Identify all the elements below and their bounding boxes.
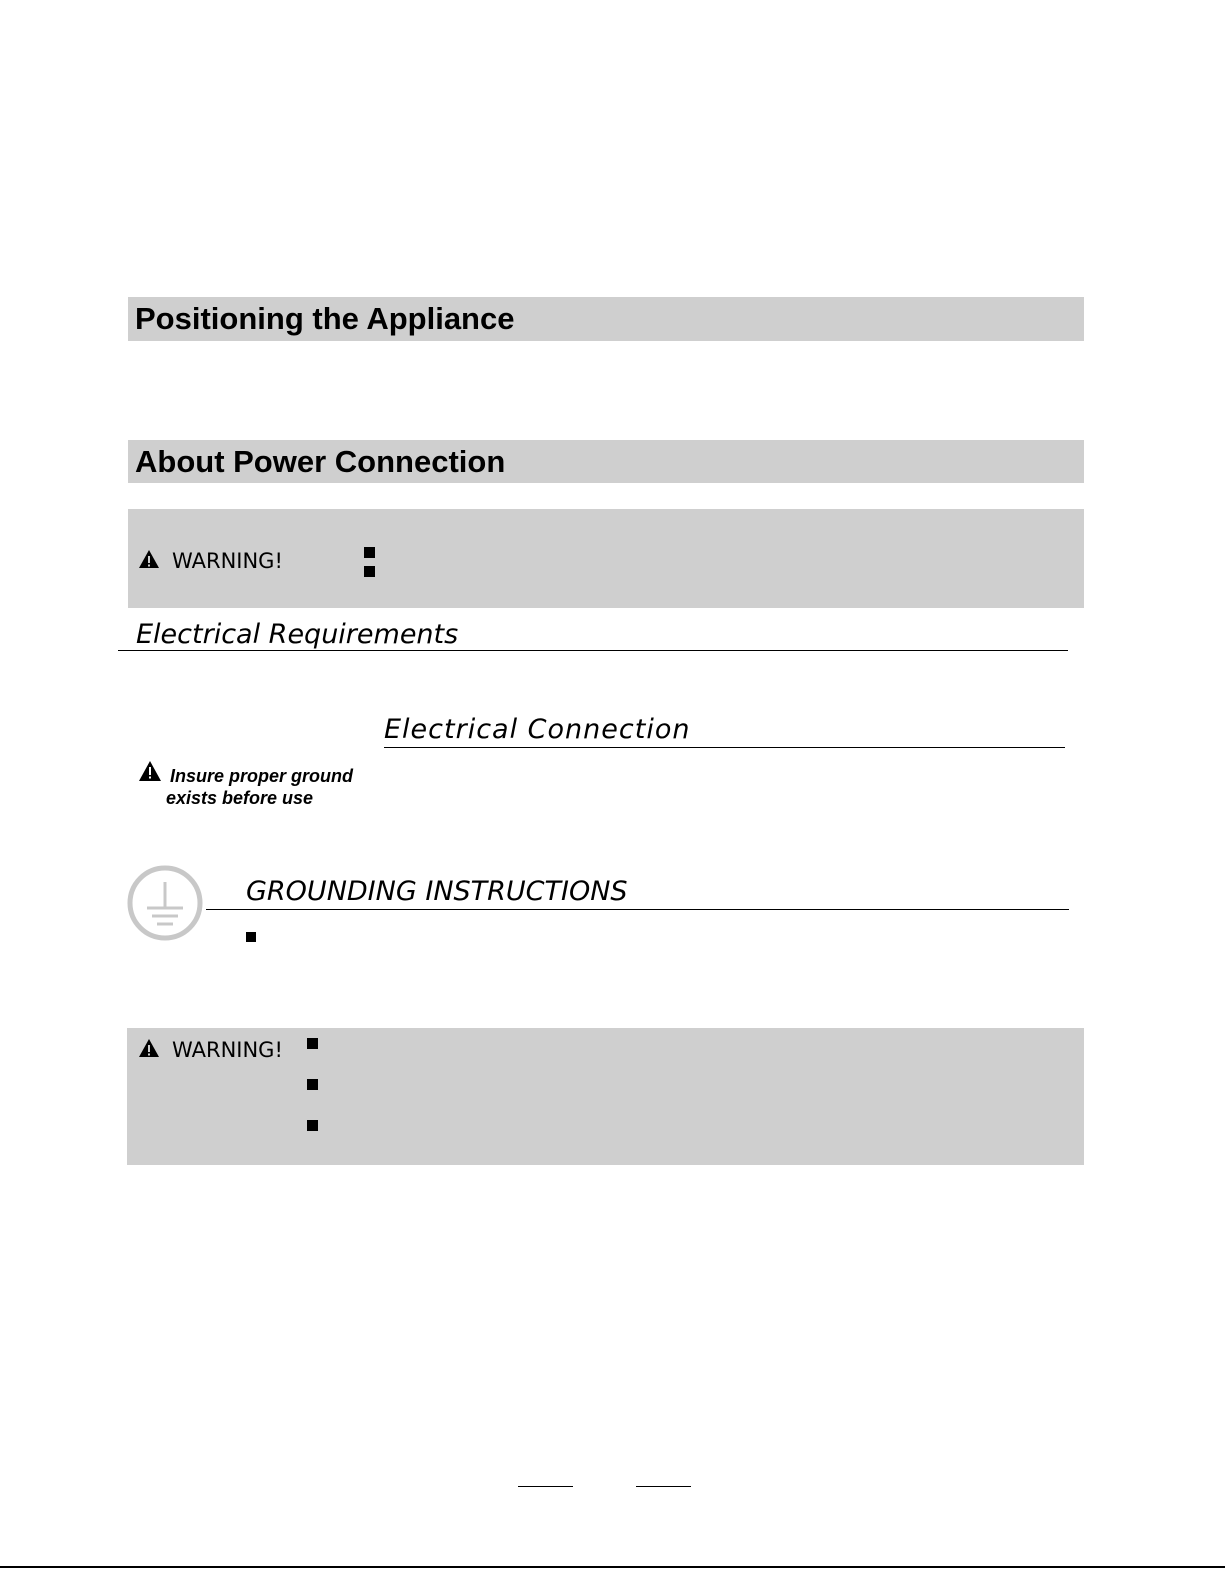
ground-note-line2: exists before use	[166, 788, 314, 808]
bullet-square-icon	[307, 1120, 318, 1131]
bullet-square-icon	[307, 1079, 318, 1090]
warning-box-1	[128, 509, 1084, 608]
power-connection-title: About Power Connection	[135, 444, 506, 479]
grounding-rule	[206, 909, 1069, 910]
warning-box-2	[127, 1028, 1084, 1165]
power-connection-header	[128, 440, 1084, 483]
electrical-connection-title: Electrical Connection	[384, 714, 691, 745]
bullet-square-icon	[364, 547, 375, 558]
grounding-title: GROUNDING INSTRUCTIONS	[246, 876, 628, 907]
footer-underline-right	[636, 1486, 691, 1487]
page-bottom-border	[0, 1566, 1225, 1568]
bullet-square-icon	[246, 932, 256, 942]
positioning-header	[128, 297, 1084, 341]
electrical-requirements-rule	[118, 650, 1068, 651]
footer-underline-left	[518, 1486, 573, 1487]
warning-triangle-icon	[138, 760, 162, 782]
bullet-square-icon	[364, 566, 375, 577]
warning-triangle-icon	[138, 1038, 160, 1058]
electrical-requirements-title: Electrical Requirements	[136, 619, 459, 650]
warning-label-2: WARNING!	[172, 1038, 283, 1062]
warning-triangle-icon	[138, 549, 160, 569]
ground-symbol-icon	[126, 864, 204, 942]
electrical-connection-rule	[384, 747, 1065, 748]
warning-label-1: WARNING!	[172, 549, 283, 573]
bullet-square-icon	[307, 1038, 318, 1049]
ground-note-line1: Insure proper ground	[170, 766, 354, 786]
positioning-title: Positioning the Appliance	[135, 301, 515, 336]
